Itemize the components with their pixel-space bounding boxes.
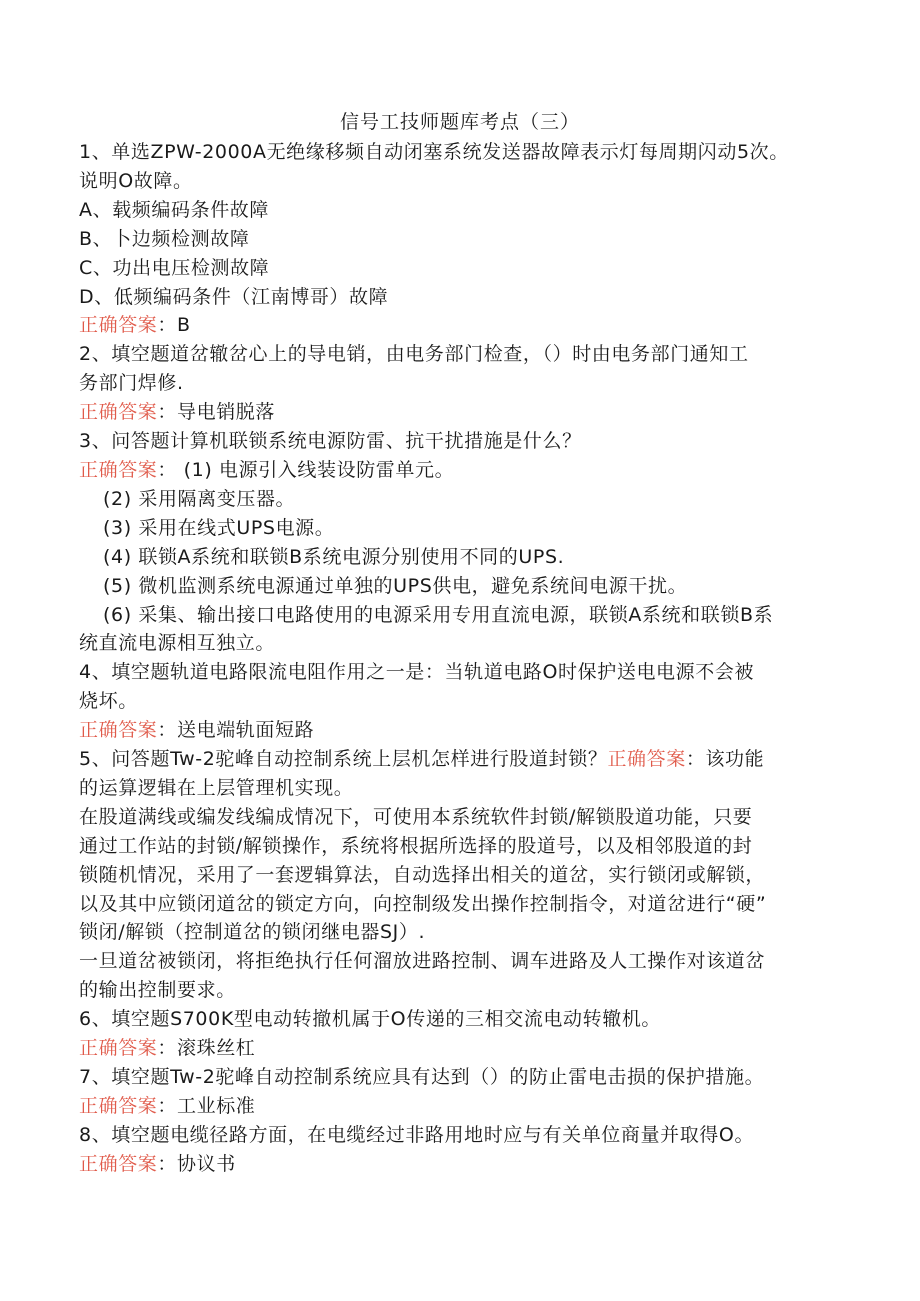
question-1-option-b: B、卜边频检测故障 [79,227,250,250]
question-1-text-cont: 说明O故障。 [79,169,193,192]
question-5-text [79,745,839,774]
question-8-text: 8、填空题电缆径路方面，在电缆经过非路用地时应与有关单位商量并取得O。 [79,1123,755,1146]
question-3-item-6-cont: 统直流电源相互独立。 [79,632,276,655]
question-3-item-2: (2) 采用隔离变压器。 [103,487,296,510]
question-1-option-c: C、功出电压检测故障 [79,256,270,279]
question-3-text: 3、问答题计算机联锁系统电源防雷、抗干扰措施是什么？ [79,430,582,453]
answer-value: ：协议书 [157,1152,236,1175]
question-5-para1-line2: 通过工作站的封锁/解锁操作，系统将根据所选择的股道号，以及相邻股道的封 [79,834,753,857]
question-4-answer [79,716,839,745]
answer-value: ：B [157,314,191,337]
question-1-option-a: A、载频编码条件故障 [79,198,269,221]
question-3-item-4: (4) 联锁A系统和联锁B系统电源分别使用不同的UPS. [103,545,565,568]
answer-label: 正确答案 [79,1037,158,1060]
answer-label: 正确答案 [607,748,686,771]
question-3-item-6: (6) 采集、输出接口电路使用的电源采用专用直流电源，联锁A系统和联锁B系 [103,603,774,626]
question-6-answer [79,1034,839,1063]
question-5-answer-cont: 的运算逻辑在上层管理机实现。 [79,776,354,799]
question-5-para2-line2: 的输出控制要求。 [79,979,236,1002]
question-3-item-3: (3) 采用在线式UPS电源。 [103,516,335,539]
answer-value: ：送电端轨面短路 [157,719,315,742]
question-6-text: 6、填空题S700K型电动转撤机属于O传递的三相交流电动转辙机。 [79,1008,662,1031]
answer-label: 正确答案 [79,1152,158,1175]
question-5-para1-line4: 以及其中应锁闭道岔的锁定方向，向控制级发出操作控制指令，对道岔进行“硬” [79,892,767,915]
question-2-answer [79,398,839,427]
question-3-item-5: (5) 微机监测系统电源通过单独的UPS供电，避免系统间电源干扰。 [103,574,688,597]
question-1-text: 1、单选ZPW-2000A无绝缘移频自动闭塞系统发送器故障表示灯每周期闪动5次。 [79,141,789,163]
question-5-para1-line5: 锁闭/解锁（控制道岔的锁闭继电器SJ）. [79,921,426,944]
answer-label: 正确答案 [79,719,158,742]
question-7-answer [79,1092,839,1121]
answer-label: 正确答案 [79,314,158,337]
page-title: 信号工技师题库考点（三） [339,111,580,133]
answer-value: ： (1) 电源引入线装设防雷单元。 [157,458,455,481]
question-4-text: 4、填空题轨道电路限流电阻作用之一是：当轨道电路O时保护送电电源不会被 [79,661,755,684]
question-2-text: 2、填空题道岔辙岔心上的导电销，由电务部门检查，（）时由电务部门通知工 [79,343,749,366]
answer-value: ：导电销脱落 [157,401,276,424]
question-4-text-cont: 烧坏。 [79,690,138,713]
question-5-para2-line1: 一旦道岔被锁闭，将拒绝执行任何溜放进路控制、调车进路及人工操作对该道岔 [79,950,766,973]
question-8-answer [79,1150,839,1179]
question-5-para1-line1: 在股道满线或编发线编成情况下，可使用本系统软件封锁/解锁股道功能，只要 [79,805,753,828]
answer-value: ：工业标准 [157,1094,256,1117]
question-7-text: 7、填空题Tw-2驼峰自动控制系统应具有达到（）的防止雷电击损的保护措施。 [79,1066,765,1088]
answer-value: ：滚珠丝杠 [157,1037,256,1060]
answer-label: 正确答案 [79,1094,158,1117]
question-1-option-d: D、低频编码条件（江南博哥）故障 [79,285,389,308]
answer-value: ：该功能 [685,748,765,771]
question-1-answer [79,311,839,340]
answer-label: 正确答案 [79,458,158,481]
question-list [79,138,839,1179]
question-2-text-cont: 务部门焊修. [79,372,184,395]
answer-label: 正确答案 [79,401,158,424]
question-5-para1-line3: 锁随机情况，采用了一套逻辑算法，自动选择出相关的道岔，实行锁闭或解锁， [79,863,766,886]
question-5-prompt: 5、问答题Tw-2驼峰自动控制系统上层机怎样进行股道封锁？ [79,748,608,771]
question-3-answer [79,456,839,485]
